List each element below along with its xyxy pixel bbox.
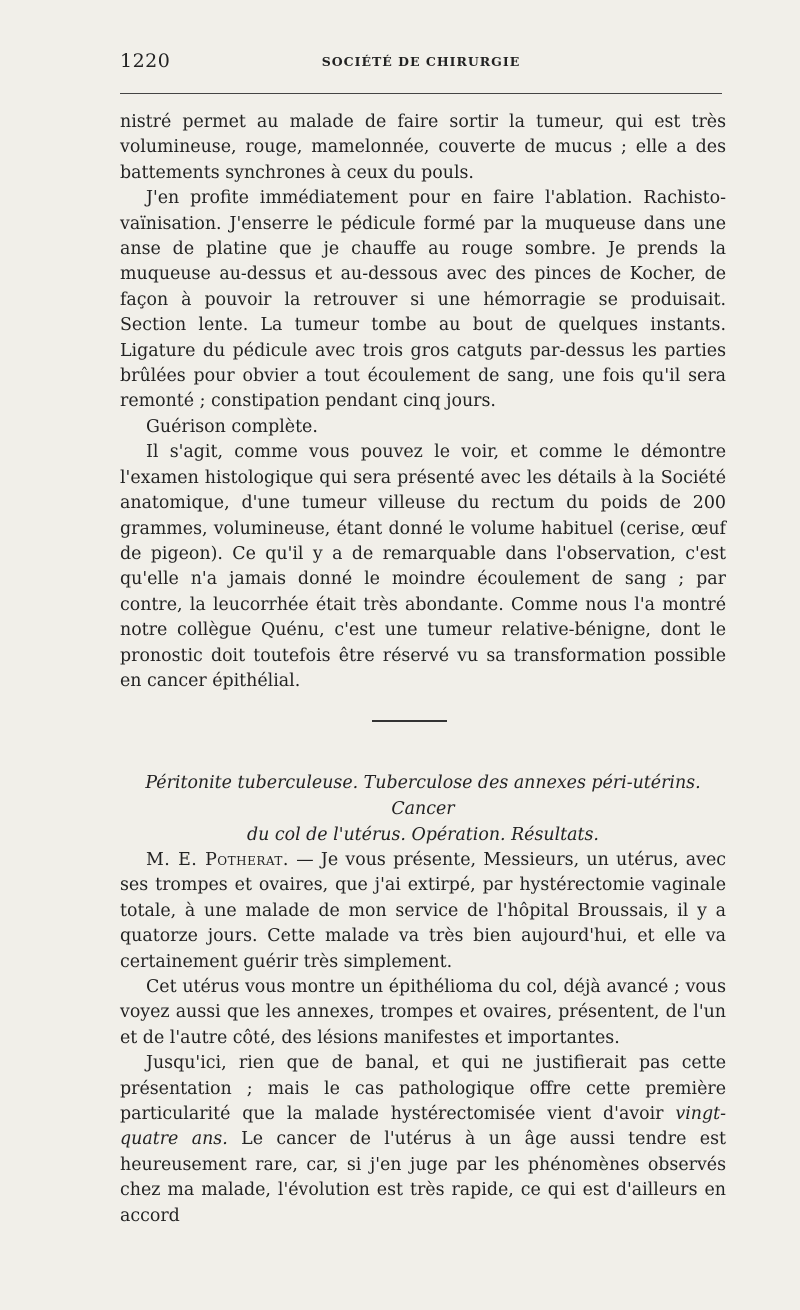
paragraph: [120, 848, 726, 975]
section-separator: [372, 720, 447, 722]
running-head: SOCIÉTÉ DE CHIRURGIE: [321, 54, 521, 69]
paragraph: J'en profite immédiatement pour en faire l'ablation. Rachisto-vaïnisation. J'enserre le pédicule formé par la muqueuse dans une anse de platine que je chauffe au rouge sombre. Je prends la muqueuse au-dessus et au-dessous avec des pinces de Kocher, de façon à pouvoir la retrouver si une hémorragie se produisait. Section lente. La tumeur tombe au bout de quelques instants. Ligature du pédicule avec trois gros catguts par-dessus les parties brûlées pour obvier a tout écoulement de sang, une fois qu'il sera remonté ; constipation pendant cinq jours.: [120, 188, 726, 412]
paragraph-text: Le cancer de l'utérus à un âge aussi tendre est heureusement rare, car, si j'en juge par les phénomènes observés chez ma malade, l'évolution est très rapide, ce qui est d'ailleurs en accord: [120, 1129, 727, 1226]
section-title: [120, 770, 726, 848]
header-rule: [120, 93, 722, 94]
section-title-line: Péritonite tuberculeuse. Tuberculose des annexes péri-utérins. Cancer: [145, 773, 701, 819]
paragraph-text: Jusqu'ici, rien que de banal, et qui ne justifierait pas cette présentation ; mais le cas pathologique offre cette première particularité que la malade hystérectomisée vient d'avoir: [120, 1053, 726, 1125]
body-text-section-2: [120, 848, 726, 1229]
body-text-section-1: [120, 110, 726, 694]
paragraph: [120, 1051, 726, 1229]
paragraph: Cet utérus vous montre un épithélioma du col, déjà avancé ; vous voyez aussi que les annexes, trompes et ovaires, présentent, de l'un et de l'autre côté, des lésions manifestes et importantes.: [120, 977, 726, 1048]
paragraph: Guérison complète.: [146, 416, 318, 437]
paragraph: nistré permet au malade de faire sortir la tumeur, qui est très volumineuse, rouge, mamelonnée, couverte de mucus ; elle a des battements synchrones à ceux du pouls.: [120, 112, 726, 183]
page-header: [120, 50, 722, 74]
emphasis-text: vingt-quatre ans.: [120, 1104, 726, 1150]
section-title-line: du col de l'utérus. Opération. Résultats.: [247, 825, 599, 845]
paragraph: Il s'agit, comme vous pouvez le voir, et comme le démontre l'examen histologique qui sera présenté avec les détails à la Société anatomique, d'une tumeur villeuse du rectum du poids de 200 grammes, volumineuse, étant donné le volume habituel (cerise, œuf de pigeon). Ce qu'il y a de remarquable dans l'observation, c'est qu'elle n'a jamais donné le moindre écoulement de sang ; par contre, la leucorrhée était très abondante. Comme nous l'a montré notre collègue Quénu, c'est une tumeur relative-bénigne, dont le pronostic doit toutefois être réservé vu sa transformation possible en cancer épithélial.: [120, 442, 726, 691]
author-name: M. E. Potherat.: [146, 850, 289, 870]
paragraph-text: — Je vous présente, Messieurs, un utérus, avec ses trompes et ovaires, que j'ai extirpé, par hystérectomie vaginale totale, à une malade de mon service de l'hôpital Broussais, il y a quatorze jours. Cette malade va très bien aujourd'hui, et elle va certainement guérir très simplement.: [120, 850, 726, 972]
page-number: 1220: [120, 50, 171, 72]
